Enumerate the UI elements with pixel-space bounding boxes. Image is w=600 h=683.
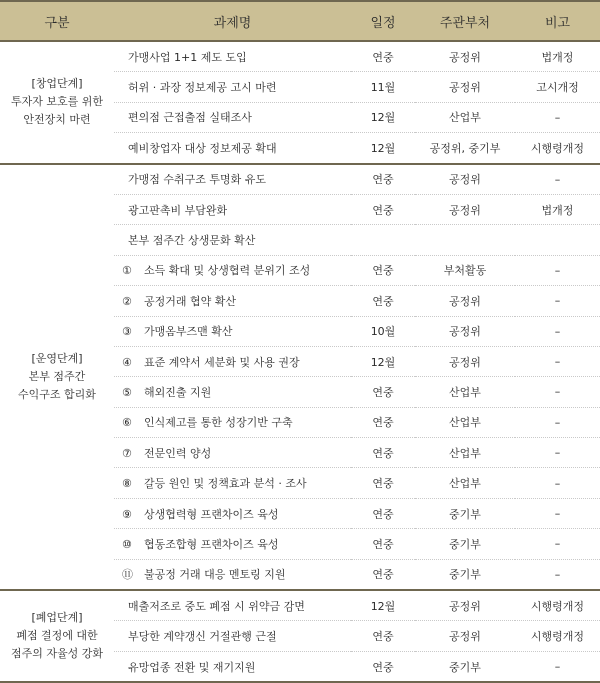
schedule-cell: 연중	[351, 194, 415, 224]
header-note: 비고	[515, 1, 600, 41]
schedule-cell: 연중	[351, 407, 415, 437]
schedule-cell: 12월	[351, 102, 415, 132]
header-category: 구분	[0, 1, 114, 41]
note-cell: –	[515, 316, 600, 346]
note-cell: –	[515, 407, 600, 437]
schedule-cell: 연중	[351, 621, 415, 651]
department-cell: 공정위	[415, 621, 515, 651]
schedule-cell: 연중	[351, 559, 415, 590]
item-number: ④	[122, 355, 132, 369]
task-cell	[114, 498, 351, 528]
note-cell: –	[515, 498, 600, 528]
department-cell: 공정위	[415, 590, 515, 621]
task-name: 편의점 근접출점 실태조사	[128, 111, 252, 125]
schedule-cell: 연중	[351, 438, 415, 468]
department-cell: 공정위	[415, 316, 515, 346]
task-cell	[114, 590, 351, 621]
task-cell	[114, 438, 351, 468]
schedule-cell: 11월	[351, 72, 415, 102]
stage-category-cell	[0, 164, 114, 590]
department-cell: 산업부	[415, 102, 515, 132]
header-schedule: 일정	[351, 1, 415, 41]
note-cell: –	[515, 255, 600, 285]
item-number: ①	[122, 264, 132, 278]
note-cell: –	[515, 651, 600, 682]
schedule-cell: 10월	[351, 316, 415, 346]
task-name: 가맹사업 1+1 제도 도입	[128, 50, 247, 64]
task-name: 불공정 거래 대응 멘토링 지원	[144, 568, 286, 582]
item-number: ⑩	[122, 537, 132, 551]
task-name: 상생협력형 프랜차이즈 육성	[144, 507, 279, 521]
department-cell: 산업부	[415, 468, 515, 498]
note-cell: –	[515, 377, 600, 407]
stage-label-line: [창업단계]	[31, 77, 83, 91]
department-cell: 공정위	[415, 194, 515, 224]
task-name: 본부 점주간 상생문화 확산	[128, 234, 256, 248]
item-number: ⑨	[122, 507, 132, 521]
task-cell	[114, 529, 351, 559]
stage-label-line: 점주의 자율성 강화	[10, 647, 103, 661]
task-name: 공정거래 협약 확산	[144, 294, 237, 308]
note-cell: –	[515, 346, 600, 376]
note-cell: –	[515, 438, 600, 468]
task-cell	[114, 133, 351, 164]
task-cell	[114, 194, 351, 224]
schedule-cell: 12월	[351, 590, 415, 621]
schedule-cell: 연중	[351, 498, 415, 528]
task-cell	[114, 41, 351, 72]
schedule-cell: 연중	[351, 468, 415, 498]
schedule-cell: 12월	[351, 346, 415, 376]
task-name: 매출저조로 중도 폐점 시 위약금 감면	[128, 599, 305, 613]
table-row	[0, 590, 600, 621]
task-name: 표준 계약서 세분화 및 사용 권장	[144, 355, 300, 369]
table-row	[0, 41, 600, 72]
schedule-cell	[351, 225, 415, 255]
task-cell	[114, 72, 351, 102]
stage-category-cell	[0, 41, 114, 164]
task-name: 소득 확대 및 상생협력 분위기 조성	[144, 264, 311, 278]
task-name: 유망업종 전환 및 재기지원	[128, 660, 256, 674]
department-cell: 산업부	[415, 407, 515, 437]
task-name: 해외진출 지원	[144, 385, 212, 399]
note-cell: 법개정	[515, 194, 600, 224]
task-cell	[114, 377, 351, 407]
schedule-cell: 연중	[351, 529, 415, 559]
department-cell: 공정위	[415, 346, 515, 376]
note-cell: –	[515, 468, 600, 498]
task-cell	[114, 225, 351, 255]
task-cell	[114, 559, 351, 590]
schedule-cell: 연중	[351, 651, 415, 682]
item-number: ⑥	[122, 416, 132, 430]
task-name: 허위 · 과장 정보제공 고시 마련	[128, 81, 277, 95]
stage-label-line: 안전장치 마련	[23, 113, 91, 127]
stage-label-line: 수익구조 합리화	[18, 387, 96, 401]
task-cell	[114, 286, 351, 316]
task-name: 예비창업자 대상 정보제공 확대	[128, 141, 277, 155]
note-cell: –	[515, 102, 600, 132]
task-cell	[114, 621, 351, 651]
item-number: ⑧	[122, 477, 132, 491]
note-cell: 시행령개정	[515, 133, 600, 164]
department-cell: 중기부	[415, 559, 515, 590]
task-name: 갈등 원인 및 정책효과 분석 · 조사	[144, 477, 307, 491]
item-number: ②	[122, 294, 132, 308]
item-number: ⑪	[122, 568, 133, 582]
task-name: 전문인력 양성	[144, 446, 212, 460]
task-cell	[114, 316, 351, 346]
task-name: 광고판촉비 부담완화	[128, 203, 228, 217]
department-cell: 공정위	[415, 286, 515, 316]
stage-label-line: [운영단계]	[31, 351, 83, 365]
schedule-cell: 12월	[351, 133, 415, 164]
stage-label-line: 투자자 보호를 위한	[10, 95, 103, 109]
stage-label-line: 본부 점주간	[28, 369, 86, 383]
note-cell: 법개정	[515, 41, 600, 72]
task-name: 가맹옴부즈맨 확산	[144, 325, 233, 339]
schedule-cell: 연중	[351, 164, 415, 195]
stage-label-line: 폐점 결정에 대한	[16, 629, 98, 643]
schedule-cell: 연중	[351, 41, 415, 72]
task-cell	[114, 651, 351, 682]
note-cell: –	[515, 286, 600, 316]
task-cell	[114, 164, 351, 195]
department-cell: 공정위, 중기부	[415, 133, 515, 164]
department-cell: 공정위	[415, 72, 515, 102]
task-cell	[114, 102, 351, 132]
note-cell: 고시개정	[515, 72, 600, 102]
task-name: 협동조합형 프랜차이즈 육성	[144, 537, 279, 551]
schedule-cell: 연중	[351, 377, 415, 407]
department-cell: 공정위	[415, 41, 515, 72]
task-name: 인식제고를 통한 성장기반 구축	[144, 416, 293, 430]
task-cell	[114, 346, 351, 376]
department-cell	[415, 225, 515, 255]
task-cell	[114, 468, 351, 498]
note-cell: 시행령개정	[515, 621, 600, 651]
department-cell: 공정위	[415, 164, 515, 195]
item-number: ⑦	[122, 446, 132, 460]
department-cell: 중기부	[415, 651, 515, 682]
note-cell: –	[515, 164, 600, 195]
department-cell: 중기부	[415, 498, 515, 528]
note-cell: –	[515, 559, 600, 590]
note-cell: –	[515, 529, 600, 559]
item-number: ③	[122, 325, 132, 339]
header-department: 주관부처	[415, 1, 515, 41]
task-cell	[114, 255, 351, 285]
schedule-cell: 연중	[351, 286, 415, 316]
table-row	[0, 164, 600, 195]
stage-category-cell	[0, 590, 114, 682]
task-name: 부당한 계약갱신 거절관행 근절	[128, 630, 277, 644]
department-cell: 산업부	[415, 438, 515, 468]
department-cell: 중기부	[415, 529, 515, 559]
task-cell	[114, 407, 351, 437]
stage-label-line: [폐업단계]	[31, 611, 83, 625]
schedule-cell: 연중	[351, 255, 415, 285]
table-header-row	[0, 1, 600, 41]
item-number: ⑤	[122, 385, 132, 399]
note-cell: 시행령개정	[515, 590, 600, 621]
header-task: 과제명	[114, 1, 351, 41]
department-cell: 산업부	[415, 377, 515, 407]
note-cell	[515, 225, 600, 255]
table-body	[0, 41, 600, 682]
task-name: 가맹점 수취구조 투명화 유도	[128, 173, 267, 187]
department-cell: 부처활동	[415, 255, 515, 285]
